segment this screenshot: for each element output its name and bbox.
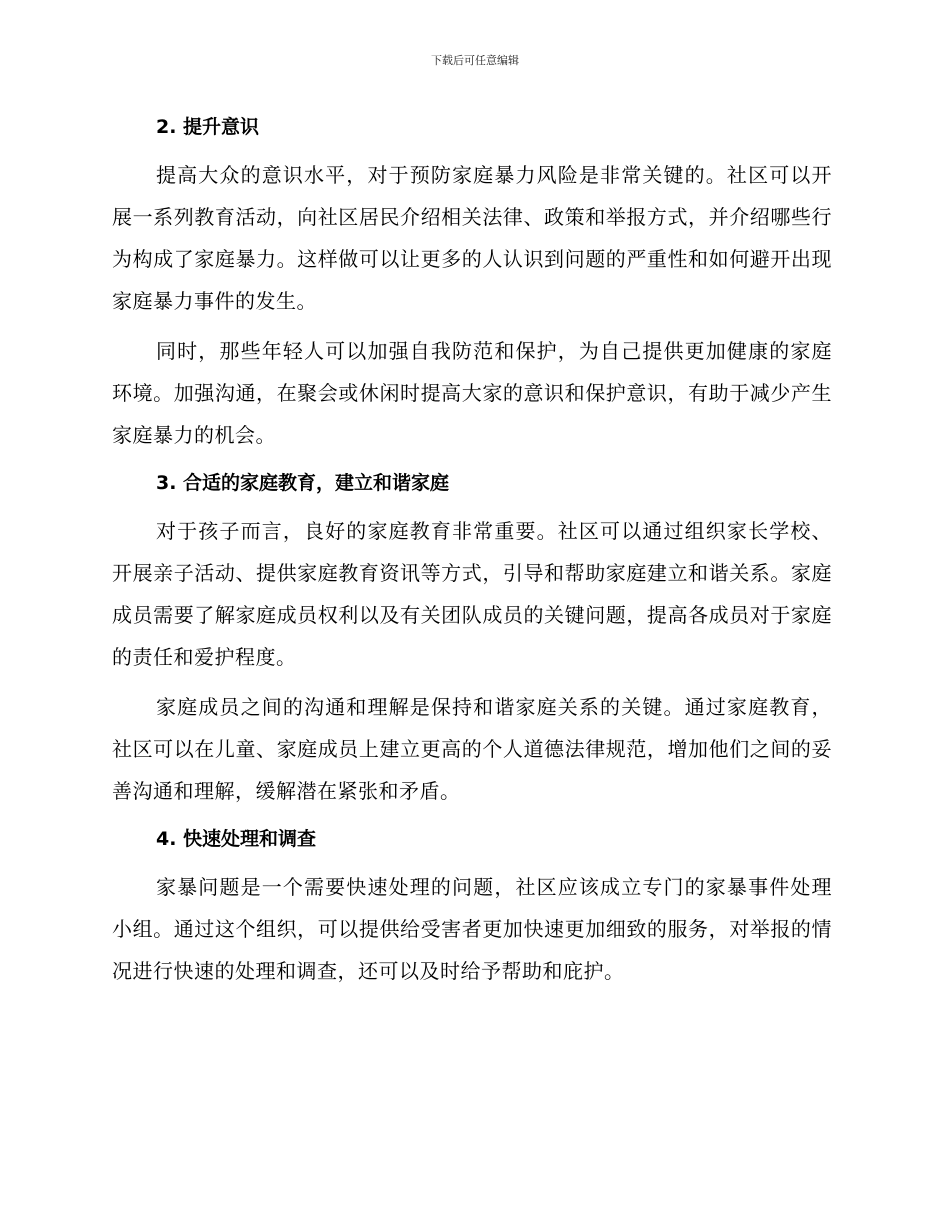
paragraph: 同时，那些年轻人可以加强自我防范和保护，为自己提供更加健康的家庭环境。加强沟通，在聚会或休闲时提高大家的意识和保护意识，有助于减少产生家庭暴力的机会。 xyxy=(112,339,832,447)
paragraph: 家暴问题是一个需要快速处理的问题，社区应该成立专门的家暴事件处理小组。通过这个组织，可以提供给受害者更加快速更加细致的服务，对举报的情况进行快速的处理和调查，还可以及时给予帮助和庇护。 xyxy=(112,875,832,983)
section-heading: 4. 快速处理和调查 xyxy=(156,828,317,850)
document-body xyxy=(112,108,832,1000)
paragraph: 对于孩子而言，良好的家庭教育非常重要。社区可以通过组织家长学校、开展亲子活动、提供家庭教育资讯等方式，引导和帮助家庭建立和谐关系。家庭成员需要了解家庭成员权利以及有关团队成员的关键问题，提高各成员对于家庭的责任和爱护程度。 xyxy=(112,519,832,669)
section-heading: 2. 提升意识 xyxy=(156,116,260,138)
section-heading: 3. 合适的家庭教育，建立和谐家庭 xyxy=(156,472,450,494)
section-raise-awareness xyxy=(112,108,832,456)
paragraph: 家庭成员之间的沟通和理解是保持和谐家庭关系的关键。通过家庭教育，社区可以在儿童、家庭成员上建立更高的个人道德法律规范，增加他们之间的妥善沟通和理解，缓解潜在紧张和矛盾。 xyxy=(112,695,832,803)
section-family-education xyxy=(112,464,832,812)
paragraph: 提高大众的意识水平，对于预防家庭暴力风险是非常关键的。社区可以开展一系列教育活动，向社区居民介绍相关法律、政策和举报方式，并介绍哪些行为构成了家庭暴力。这样做可以让更多的人认识到问题的严重性和如何避开出现家庭暴力事件的发生。 xyxy=(112,163,832,313)
page-header-note: 下载后可任意编辑 xyxy=(431,54,519,67)
section-rapid-handling xyxy=(112,820,832,992)
